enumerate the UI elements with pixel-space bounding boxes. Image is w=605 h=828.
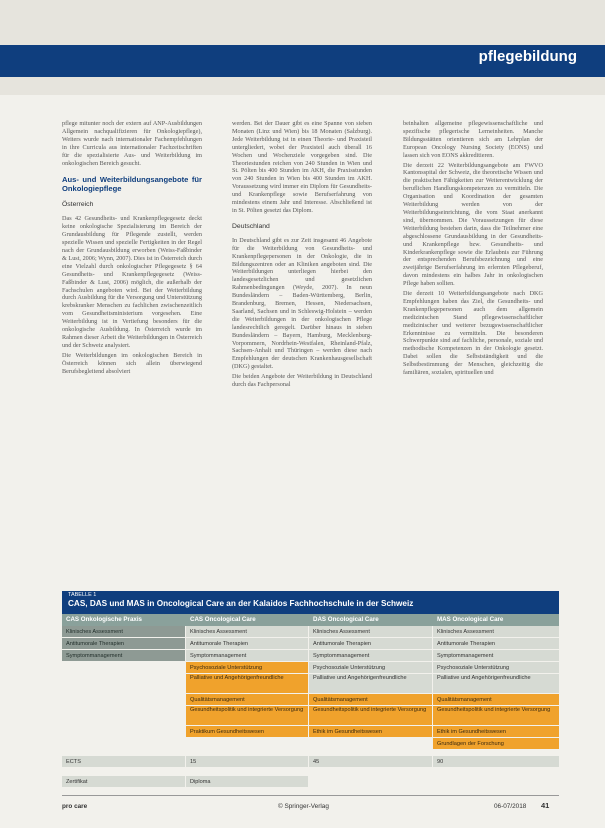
table-cell: Qualitätsmanagement <box>433 694 559 706</box>
table-cell <box>62 706 186 726</box>
subsection-heading: Deutschland <box>232 222 270 230</box>
table-cell <box>433 776 559 788</box>
table-header-cell: DAS Oncological Care <box>313 616 379 623</box>
paragraph: Die derzeit 22 Weiterbildungsangebote am FWVO Kantonsspital der Schweiz, die theoretische Wissen und die praktischen Fähigkeiten zur Weiterentwicklung der beruflichen Handlungskompetenzen zu vermitteln. Die Organisation und Koordination der gesamten Weiterbildung werden von der Weiterbildungseinrichtung, die vom Staat anerkannt sind, übernommen. Die Voraussetzungen für diese Weiterbildung bestehen darin, dass die Teilnehmer eine abgeschlossene Grundausbildung in der Gesundheits- und Krankenpflege bzw. Gesundheits- und Kinderkrankenpflege sowie die Erlaubnis zur Führung der entsprechenden Berufsbezeichnung und eine zweijährige Berufserfahrung im erlernten Pflegeberuf, davon mindestens ein halbes Jahr in onkologischen Pflege haben sollten. <box>403 161 543 288</box>
text-column-1 <box>62 120 202 377</box>
table-cell: 90 <box>433 756 559 768</box>
table-header-cell: MAS Oncological Care <box>437 616 504 623</box>
table-header-row <box>62 614 559 626</box>
table-cell: Symptommanagement <box>309 650 433 662</box>
table-cell: Ethik im Gesundheitswesen <box>309 726 433 738</box>
table-cell: Zertifikat <box>62 776 186 788</box>
table-header-cell: CAS Onkologische Praxis <box>66 616 142 623</box>
paragraph: Die derzeit 10 Weiterbildungsangebote nach DKG Empfehlungen haben das Ziel, die Gesundheits- und Krankenpflegepersonen auch dem allgemein medizinischen Stand pflegewissenschaftlicher medizinischer und weiterer bezugswissenschaftlicher Erkenntnisse zu vermitteln. Die besonderen Schwerpunkte sind auf fachliche, personale, soziale und methodische Kompetenzen in der Onkologie gesetzt. Dabei sollen die Selbstständigkeit und die Selbstbestimmung der Menschen, gleichzeitig die familiären, sozialen, spirituellen und <box>403 290 543 377</box>
table-row <box>62 650 559 662</box>
table-cell <box>62 662 186 674</box>
table-row <box>62 738 559 750</box>
table-cell: Klinisches Assessment <box>62 626 186 638</box>
table-cell: Psychosoziale Unterstützung <box>309 662 433 674</box>
table-cell: Palliative und Angehörigenfreundliche <box>186 674 309 694</box>
paragraph: In Deutschland gibt es zur Zeit insgesamt 46 Angebote für die Weiterbildung von Gesundheits- und Krankenpflegepersonen in der Onkologie, die in Bildungszentren oder an Kliniken angeboten sind. Die Weiterbildungen unterliegen hierbei den landesgesetzlichen und gesetzlichen Rahmenbedingungen (Weyde, 2007). In neun Bundesländern – Baden-Württemberg, Berlin, Brandenburg, Bremen, Hessen, Niedersachsen, Saarland, Sachsen und in Schleswig-Holstein – werden die Weiterbildungen in der onkologischen Pflege landesrechtlich geregelt. Darüber hinaus in sieben Bundesländern – Bayern, Hamburg, Mecklenburg-Vorpommern, Nordrhein-Westfalen, Rheinland-Pfalz, Sachsen-Anhalt und Thüringen – werden diese nach Empfehlungen der deutschen Krankenhausgesellschaft (DKG) gestaltet. <box>232 236 372 371</box>
paragraph: Die Weiterbildungen im onkologischen Bereich in Österreich können sich allein überwiegend Berufsbegleitend absolviert <box>62 351 202 375</box>
table-caption: CAS, DAS und MAS in Oncological Care an der Kalaidos Fachhochschule in der Schweiz <box>68 599 414 608</box>
text-column-3 <box>403 120 543 379</box>
table-cell: Gesundheitspolitik und integrierte Versorgung <box>186 706 309 726</box>
table-cell <box>62 674 186 694</box>
section-heading: Aus- und Weiterbildungsangebote für Onkologiepflege <box>62 175 202 194</box>
table-cell: Klinisches Assessment <box>433 626 559 638</box>
table-cell: Klinisches Assessment <box>186 626 309 638</box>
subsection-heading: Österreich <box>62 201 94 209</box>
footer-journal: pro care <box>62 803 88 810</box>
table-body <box>62 626 559 750</box>
table-cell <box>62 726 186 738</box>
footer-publisher: © Springer-Verlag <box>278 803 329 810</box>
table-cell: Qualitätsmanagement <box>186 694 309 706</box>
table-cell <box>309 738 433 750</box>
table-label: TABELLE 1 <box>68 592 97 598</box>
table-cell: ECTS <box>62 756 186 768</box>
table-spacer <box>62 768 559 776</box>
table-cell: Psychosoziale Unterstützung <box>433 662 559 674</box>
table-cell: Symptommanagement <box>62 650 186 662</box>
table-cell: Klinisches Assessment <box>309 626 433 638</box>
table-row <box>62 706 559 726</box>
table-cell: Symptommanagement <box>186 650 309 662</box>
table-cell <box>62 694 186 706</box>
footer-divider <box>62 795 559 796</box>
table-cell: Diploma <box>186 776 309 788</box>
table-cell: Grundlagen der Forschung <box>433 738 559 750</box>
table-row <box>62 626 559 638</box>
table-title-bar <box>62 591 559 614</box>
page-number: 41 <box>541 801 550 810</box>
table-cell: Palliative und Angehörigenfreundliche <box>309 674 433 694</box>
table-cell: 15 <box>186 756 309 768</box>
table-header-cell: CAS Oncological Care <box>190 616 256 623</box>
text-column-2 <box>232 120 372 391</box>
table-cell <box>62 738 186 750</box>
table-cell: Gesundheitspolitik und integrierte Versorgung <box>433 706 559 726</box>
paragraph: beinhalten allgemeine pflegewissenschaftliche und spezifische pflegerische Lerneinheiten. Manche Bildungsstätten orientieren sich am Lehrplan der European Oncology Nursing Society (EONS) und lassen sich von EONS akkreditieren. <box>403 120 543 159</box>
table-row <box>62 674 559 694</box>
table-cell: Symptommanagement <box>433 650 559 662</box>
table-cell: Antitumorale Therapien <box>62 638 186 650</box>
table-cell <box>309 776 433 788</box>
table-row <box>62 638 559 650</box>
table-cell: Antitumorale Therapien <box>433 638 559 650</box>
table-cell: 45 <box>309 756 433 768</box>
paragraph: Das 42 Gesundheits- und Krankenpflegegesetz deckt keine onkologische Spezialisierung im Bereich der Grundausbildung für Pflegende zustellt, werden spezielle Wissen und spezielle Fertigkeiten in der Regel nach der Grundausbildung erworben (Weiss-Faßbinder & Lust, 2006; Wynn, 2007). Dies ist in Österreich durch eine Vielzahl durch onkologischer Pflegegesetz § 64 Gesundheits- und Krankenpflegegesetz (Weiss-Faßbinder & Lust, 2006) möglich, die außerhalb der Fachschulen angeboten wird. Bei der Weiterbildung durch Ausbildung für die Versorgung und Unterstützung krebskranker Menschen zu fachlichen zwischenzeitlich vom Gesundheitsministerium vorgesehen. Eine Weiterbildung ist in Vertiefung besonders für die onkologische Ausbildung. In Österreich wurde im Rahmen dieser Arbeit die Weiterbildungen in Österreich und der Schweiz analysiert. <box>62 215 202 349</box>
footer-date: 06-07/2018 <box>494 803 527 810</box>
paragraph: werden. Bei der Dauer gibt es eine Spanne von sieben Monaten (Linz und Wien) bis 18 Monaten (Salzburg). Jede Weiterbildung ist in einen Theorie- und Praxisteil untergliedert, wobei der Praxisteil auch überall 16 Wochen und Wochenziele vorgegeben sind. Die Theoriestunden reichen von 240 Stunden in Wien und St. Pölten bis 400 Stunden im AKH, die Praxisstunden von 240 Stunden in Wien bis 400 Stunden im AKH. Voraussetzung wird immer ein Diplom für Gesundheits- und Krankenpflege sowie Berufserfahrung von mindestens einem Jahr und Interesse. Abschließend ist in St. Pölten gesetzt das Diplom. <box>232 120 372 214</box>
table-cell <box>186 738 309 750</box>
table-cell: Psychosoziale Unterstützung <box>186 662 309 674</box>
table-ects-row <box>62 756 559 768</box>
paragraph: pflege mitunter noch der extern auf ANP-Ausbildungen Allgemein nachqualifizieren für Onkologiepflege), Weiters wurde nach internationaler Fachempfehlungen in ihre Curricula aus internationaler Fachzeitschriften für die spezialisierte Aus- und Weiterbildung im onkologischen Bereich gesucht. <box>62 120 202 167</box>
table-cell: Praktikum Gesundheitswesen <box>186 726 309 738</box>
table-bottom-row <box>62 776 559 788</box>
course-table <box>62 591 559 788</box>
section-title: pflegebildung <box>478 48 577 65</box>
table-row <box>62 694 559 706</box>
paragraph: Die beiden Angebote der Weiterbildung in Deutschland durch das Fachpersonal <box>232 373 372 389</box>
table-row <box>62 662 559 674</box>
table-cell: Ethik im Gesundheitswesen <box>433 726 559 738</box>
table-cell: Gesundheitspolitik und integrierte Versorgung <box>309 706 433 726</box>
table-cell: Qualitätsmanagement <box>309 694 433 706</box>
table-row <box>62 726 559 738</box>
table-cell: Antitumorale Therapien <box>186 638 309 650</box>
table-cell: Palliative und Angehörigenfreundliche <box>433 674 559 694</box>
table-cell: Antitumorale Therapien <box>309 638 433 650</box>
